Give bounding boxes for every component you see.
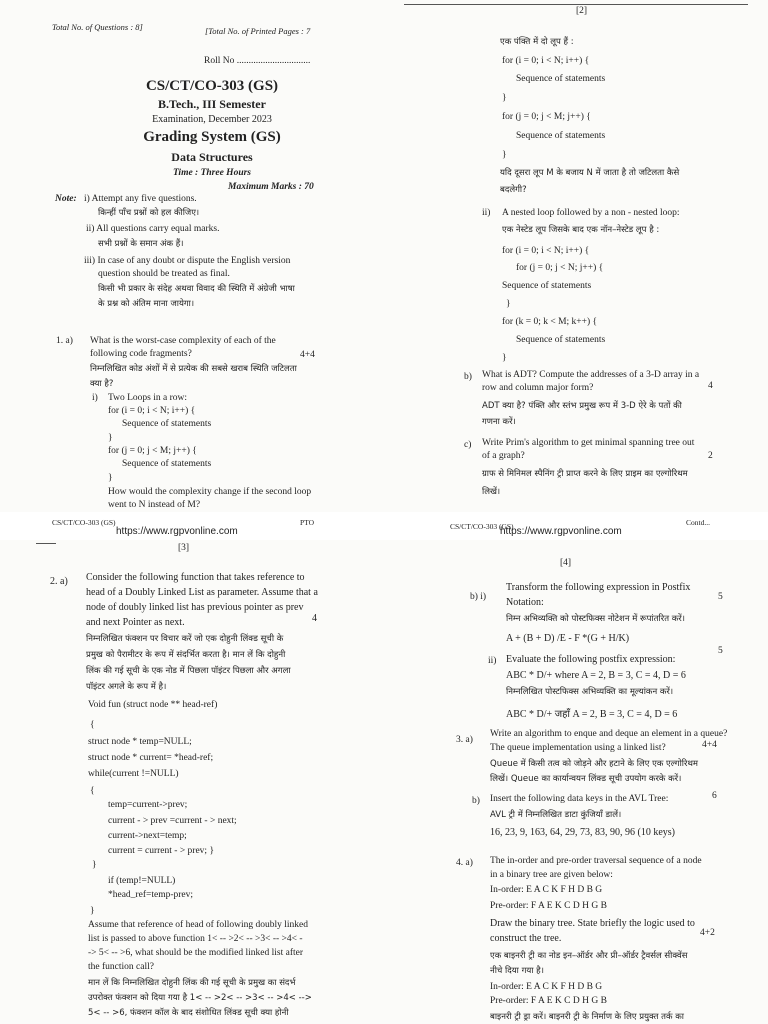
q2-marks: 4 — [312, 613, 317, 624]
q4-number: 4. a) — [456, 858, 473, 868]
total-pages: [Total No. of Printed Pages : 7 — [205, 26, 311, 36]
footer-contd: Contd... — [686, 518, 710, 527]
q4-draw: Draw the binary tree. State briefly the logic used to — [490, 918, 695, 929]
b-label: b) i) — [470, 592, 487, 602]
code-line: { — [90, 786, 95, 796]
code-line: } — [502, 93, 507, 103]
q2-ending-hindi: मान लें कि निम्नलिखित दोहुनी लिंक की गई सूची के प्रमुख का संदर्भ — [88, 978, 296, 988]
q3-marks: 4+4 — [702, 740, 717, 750]
q3-hindi: Queue में किसी तत्व को जोड़ने और हटाने के लिए एक एल्गोरिथम — [490, 759, 698, 769]
q2-hindi: प्रमुख को पैरामीटर के रूप में संदर्भित करता है। मान लें कि दोहुनी — [86, 650, 286, 660]
page-2 — [384, 0, 768, 512]
code-line: Sequence of statements — [122, 419, 212, 429]
code-line: } — [90, 906, 95, 916]
q3-text: Write an algorithm to enque and deque an element in a queue? — [490, 729, 728, 739]
code-line: } — [502, 150, 507, 160]
q2-text: and next Pointer as next. — [86, 617, 185, 628]
time: Time : Three Hours — [172, 168, 252, 178]
bii-label: ii) — [488, 656, 497, 666]
footer-code: CS/CT/CO-303 (GS) — [52, 518, 116, 527]
b-hindi-cont: गणना करें। — [482, 417, 516, 427]
q4-text-cont: in a binary tree are given below: — [490, 870, 613, 880]
grading-system: Grading System (GS) — [143, 129, 281, 145]
q4-hindi-end: बाइनरी ट्री ड्रा करें। बाइनरी ट्री के निर्माण के लिए प्रयुक्त तर्क का — [490, 1012, 684, 1022]
q3b-hindi: AVL ट्री में निम्नलिखित डाटा कुंजियाँ डालें। — [490, 810, 622, 820]
footer-pto: PTO — [300, 518, 315, 527]
code-line: for (i = 0; i < N; i++) { — [502, 246, 590, 256]
roll-no: Roll No ............................... — [204, 56, 311, 66]
code-line: struct node * current= *head-ref; — [88, 753, 214, 763]
page-number: [4] — [560, 558, 572, 568]
q3b-label: b) — [472, 796, 480, 806]
q2-ending: -> 5< -- >6, what should be the modified linked list after — [88, 948, 303, 958]
b-label: b) — [464, 372, 472, 382]
max-marks: Maximum Marks : 70 — [228, 182, 314, 192]
q1-hindi: निम्नलिखित कोड अंशों में से प्रत्येक की सबसे खराब स्थिति जटिलता — [90, 364, 297, 374]
ii-hindi: एक नेस्टेड लूप जिसके बाद एक नॉन–नेस्टेड लूप है : — [502, 225, 660, 235]
footer-url: https://www.rgpvonline.com — [500, 526, 622, 537]
code-line: Sequence of statements — [502, 281, 592, 291]
ii-text: A nested loop followed by a non - nested loop: — [502, 208, 680, 218]
course: B.Tech., III Semester — [158, 97, 266, 111]
code-line: struct node * temp=NULL; — [88, 737, 192, 747]
q3-text-cont: The queue implementation using a linked list? — [490, 743, 666, 753]
page-4 — [384, 540, 768, 1024]
page-3 — [0, 540, 384, 1024]
total-questions: Total No. of Questions : 8] — [52, 22, 143, 32]
c-text: Write Prim's algorithm to get minimal spanning tree out — [482, 438, 695, 448]
q2-text: Consider the following function that takes reference to — [86, 572, 305, 583]
q3b-marks: 6 — [712, 791, 717, 801]
q1-i-label: i) — [92, 393, 98, 403]
code-line: Sequence of statements — [516, 74, 606, 84]
q2-hindi: लिंक की गई सूची के एक नोड में पिछला पॉइंटर पिछला और अगला — [86, 666, 291, 676]
q1-text: What is the worst-case complexity of each of the — [90, 336, 276, 346]
q3b-text: Insert the following data keys in the AVL Tree: — [490, 794, 669, 804]
code-line: } — [108, 433, 113, 443]
p2-hindi-heading: एक पंक्ति में दो लूप हैं : — [500, 37, 574, 47]
b-expression: A + (B + D) /E - F *(G + H/K) — [506, 633, 630, 644]
note-3-hindi: किसी भी प्रकार के संदेह अथवा विवाद की स्थिति में अंग्रेजी भाषा — [98, 284, 295, 294]
subject: Data Structures — [171, 150, 253, 164]
q1-text-cont: following code fragments? — [90, 349, 192, 359]
q2-ending: the function call? — [88, 962, 154, 972]
code-line: for (j = 0; j < N; j++) { — [516, 263, 604, 273]
q2-ending-hindi: 5< -- >6, फंक्शन कॉल के बाद संशोधित लिंक्ड सूची क्या होनी — [88, 1008, 289, 1018]
q4-marks: 4+2 — [700, 928, 715, 938]
b-text-cont: row and column major form? — [482, 383, 594, 393]
code-line: if (temp!=NULL) — [108, 876, 176, 886]
b-text-cont: Notation: — [506, 597, 544, 608]
code-line: for (k = 0; k < M; k++) { — [502, 317, 598, 327]
bii-expression-hindi: ABC * D/+ जहाँ A = 2, B = 3, C = 4, D = 6 — [506, 709, 678, 720]
c-label: c) — [464, 440, 472, 450]
page-number: [2] — [576, 6, 588, 16]
code-line: temp=current->prev; — [108, 800, 188, 810]
q1-hindi-cont: क्या है? — [90, 379, 114, 389]
code-line: current->next=temp; — [108, 831, 187, 841]
note-3-cont: question should be treated as final. — [98, 269, 230, 279]
note-2-hindi: सभी प्रश्नों के समान अंक हैं। — [98, 239, 184, 249]
bii-hindi: निम्नलिखित पोस्टफिक्स अभिव्यक्ति का मूल्यांकन करें। — [506, 687, 674, 697]
q4-preorder-2: Pre-order: F A E K C D H G B — [490, 996, 607, 1006]
b-hindi: निम्न अभिव्यक्ति को पोस्टफिक्स नोटेशन में रूपांतरित करें। — [506, 614, 685, 624]
page-1 — [0, 0, 384, 512]
ii-label: ii) — [482, 208, 491, 218]
c-text-cont: of a graph? — [482, 451, 525, 461]
b-marks: 5 — [718, 592, 723, 602]
q2-hindi: निम्नलिखित फंक्शन पर विचार करें जो एक दोहुनी लिंक्ड सूची के — [86, 634, 284, 644]
code-line: *head_ref=temp-prev; — [108, 890, 194, 900]
note-3: iii) In case of any doubt or dispute the English version — [84, 256, 291, 266]
code-line: } — [502, 353, 507, 363]
paper-code: CS/CT/CO-303 (GS) — [145, 78, 279, 94]
footer-code: CS/CT/CO-303 (GS) — [450, 522, 514, 531]
bii-text: Evaluate the following postfix expression: — [506, 654, 676, 665]
code-line: while(current !=NULL) — [88, 769, 179, 779]
footer-url: https://www.rgpvonline.com — [116, 526, 238, 537]
bii-marks: 5 — [718, 646, 723, 656]
q1-marks: 4+4 — [300, 350, 315, 360]
q4-preorder: Pre-order: F A E K C D H G B — [490, 901, 607, 911]
code-line: for (j = 0; j < M; j++) { — [108, 446, 197, 456]
q2-ending-hindi: उपरोक्त फंक्शन को दिया गया है 1< -- >2< -- >3< -- >4< --> — [88, 993, 312, 1003]
page-number: [3] — [178, 543, 190, 553]
p2-hindi: यदि दूसरा लूप M के बजाय N में जाता है तो जटिलता कैसे — [500, 168, 680, 178]
b-text: Transform the following expression in Postfix — [506, 582, 691, 593]
c-hindi: ग्राफ से मिनिमल स्पैनिंग ट्री प्राप्त करने के लिए प्राइम का एल्गोरिथम — [482, 469, 688, 479]
note-2: ii) All questions carry equal marks. — [86, 224, 220, 234]
q4-inorder: In-order: E A C K F H D B G — [490, 885, 603, 895]
b-hindi: ADT क्या है? पंक्ति और स्तंभ प्रमुख रूप में 3-D ऐरे के पतों की — [482, 401, 682, 411]
q1-followup-cont: went to N instead of M? — [108, 500, 201, 510]
note-1: i) Attempt any five questions. — [84, 194, 197, 204]
code-line: Sequence of statements — [516, 335, 606, 345]
b-text: What is ADT? Compute the addresses of a 3-D array in a — [482, 370, 700, 380]
code-line: } — [506, 299, 511, 309]
code-line: } — [108, 473, 113, 483]
code-line: Sequence of statements — [516, 131, 606, 141]
q3b-keys: 16, 23, 9, 163, 64, 29, 73, 83, 90, 96 (10 keys) — [490, 827, 675, 838]
q4-hindi-cont: नीचे दिया गया है। — [490, 966, 544, 976]
q2-text: head of a Doubly Linked List as parameter. Assume that a — [86, 587, 318, 598]
q3-hindi-cont: लिखें। Queue का कार्यान्वयन लिंक्ड सूची उपयोग करके करें। — [490, 774, 682, 784]
q1-number: 1. a) — [56, 336, 73, 346]
q4-draw-cont: construct the tree. — [490, 933, 562, 944]
code-line: Sequence of statements — [122, 459, 212, 469]
c-marks: 2 — [708, 451, 713, 461]
q2-ending: Assume that reference of head of following doubly linked — [88, 920, 309, 930]
code-line: current = current - > prev; } — [108, 846, 215, 856]
code-line: current - > prev =current - > next; — [108, 816, 237, 826]
code-line: Void fun (struct node ** head-ref) — [88, 700, 218, 710]
code-line: for (j = 0; j < M; j++) { — [502, 112, 591, 122]
note-1-hindi: किन्हीं पाँच प्रश्नों को हल कीजिए। — [98, 208, 200, 218]
note-3-hindi-cont: के प्रश्न को अंतिम माना जायेगा। — [98, 299, 195, 309]
code-line: for (i = 0; i < N; i++) { — [502, 56, 590, 66]
note-label: Note: — [55, 194, 77, 204]
q3-number: 3. a) — [456, 735, 473, 745]
q1-i-title: Two Loops in a row: — [108, 393, 188, 403]
b-marks: 4 — [708, 381, 713, 391]
q2-hindi: पॉइंटर अगले के रूप में है। — [86, 682, 167, 692]
q4-inorder-2: In-order: E A C K F H D B G — [490, 982, 603, 992]
code-line: } — [92, 860, 97, 870]
q2-ending: list is passed to above function 1< -- >2< -- >3< -- >4< - — [88, 934, 303, 944]
code-line: for (i = 0; i < N; i++) { — [108, 406, 196, 416]
p2-hindi-cont: बदलेगी? — [500, 185, 527, 195]
exam: Examination, December 2023 — [152, 114, 272, 125]
q2-number: 2. a) — [50, 576, 68, 587]
q2-text: node of doubly linked list has previous pointer as prev — [86, 602, 304, 613]
code-line: { — [90, 720, 95, 730]
bii-expression: ABC * D/+ where A = 2, B = 3, C = 4, D = 6 — [506, 670, 686, 681]
c-hindi-cont: लिखें। — [482, 487, 501, 497]
q1-followup: How would the complexity change if the second loop — [108, 487, 312, 497]
q4-text: The in-order and pre-order traversal sequence of a node — [490, 856, 702, 866]
q4-hindi: एक बाइनरी ट्री का नोड इन–ऑर्डर और प्री–ऑर्डर ट्रैवर्सल सीक्वेंस — [490, 951, 688, 961]
